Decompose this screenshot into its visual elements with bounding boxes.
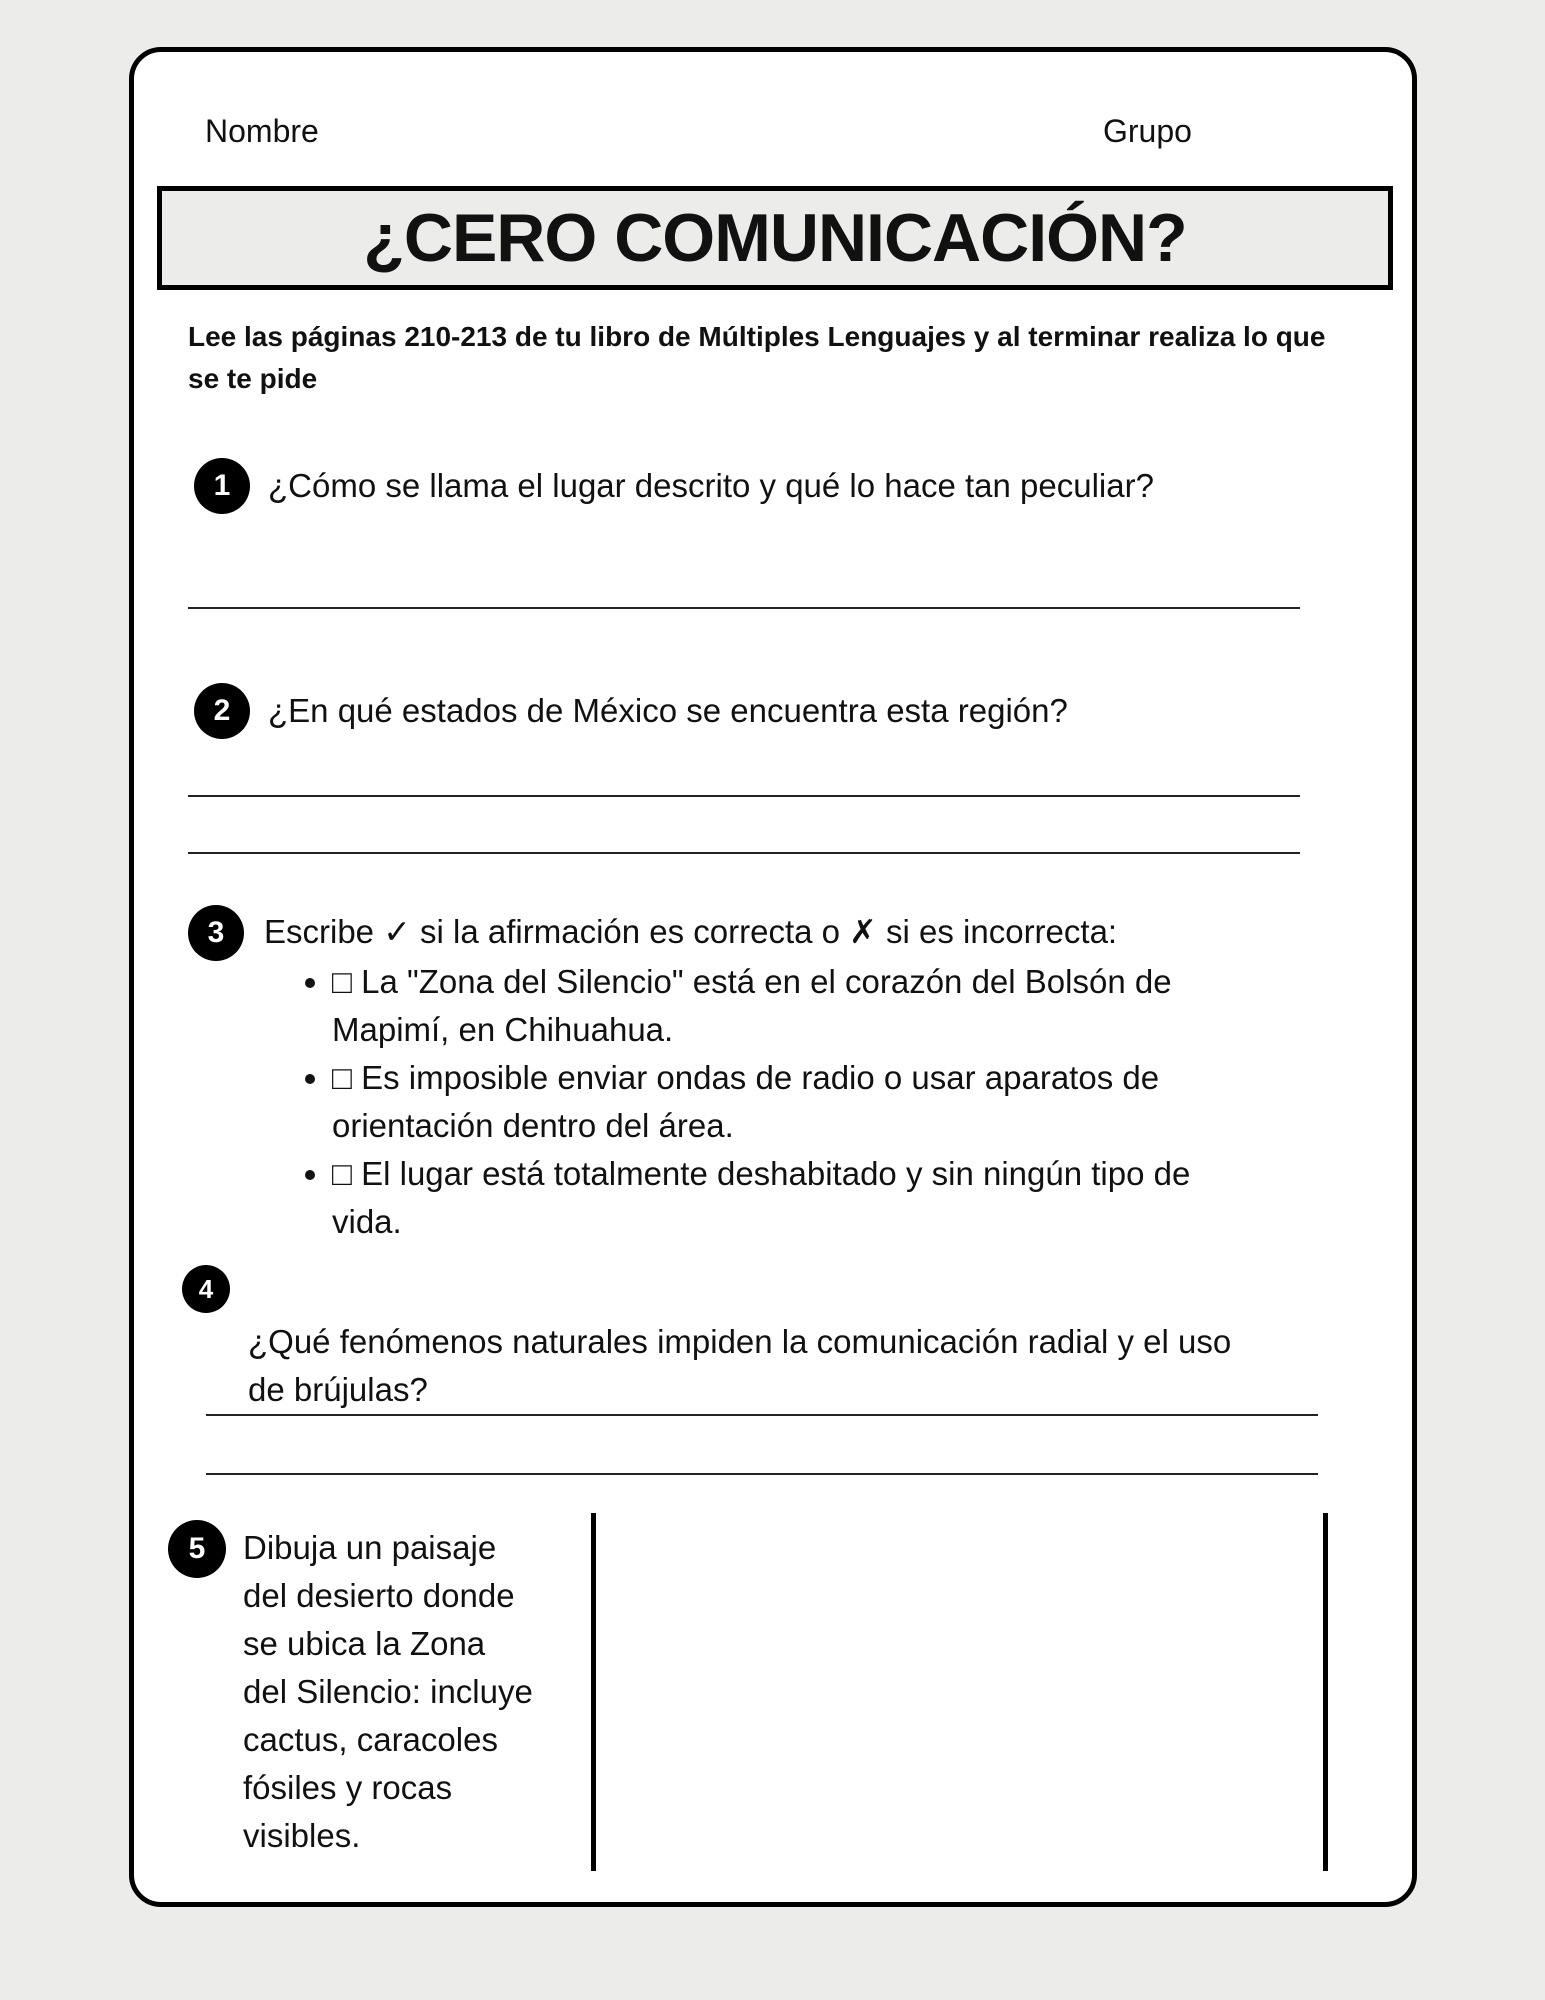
answer-line-4b[interactable] <box>206 1473 1318 1475</box>
statement-list <box>272 958 1232 1246</box>
question-1-text: ¿Cómo se llama el lugar descrito y qué lo hace tan peculiar? <box>268 467 1154 504</box>
question-3-text: Escribe ✓ si la afirmación es correcta o ✗ si es incorrecta: <box>264 913 1118 950</box>
question-1-number: 1 <box>194 458 250 514</box>
instruction-text: Lee las páginas 210-213 de tu libro de Múltiples Lenguajes y al terminar realiza lo que se te pide <box>188 321 1326 394</box>
answer-line-4a[interactable] <box>206 1414 1318 1416</box>
statement-2[interactable]: • □ Es imposible enviar ondas de radio o usar aparatos de orientación dentro del área. <box>332 1054 1232 1150</box>
drawing-area[interactable] <box>596 1513 1322 1871</box>
drawing-area-right-border <box>1323 1513 1328 1871</box>
question-5-number: 5 <box>168 1520 226 1578</box>
answer-line-1[interactable] <box>188 607 1300 609</box>
title-box <box>157 186 1393 290</box>
group-label: Grupo <box>1103 113 1192 149</box>
worksheet <box>129 47 1417 1907</box>
question-3-number: 3 <box>188 905 244 961</box>
statement-1[interactable]: • □ La "Zona del Silencio" está en el corazón del Bolsón de Mapimí, en Chihuahua. <box>332 958 1232 1054</box>
question-2-text: ¿En qué estados de México se encuentra esta región? <box>268 692 1068 729</box>
question-4-text: ¿Qué fenómenos naturales impiden la comunicación radial y el uso de brújulas? <box>248 1323 1232 1408</box>
answer-line-2b[interactable] <box>188 852 1300 854</box>
question-4-number: 4 <box>182 1265 230 1313</box>
answer-line-2a[interactable] <box>188 795 1300 797</box>
statement-3[interactable]: • □ El lugar está totalmente deshabitado y sin ningún tipo de vida. <box>332 1150 1232 1246</box>
question-2-number: 2 <box>194 683 250 739</box>
question-5-text: Dibuja un paisaje del desierto donde se ubica la Zona del Silencio: incluye cactus, caracoles fósiles y rocas visibles. <box>243 1529 533 1854</box>
name-label: Nombre <box>205 113 319 149</box>
page-title: ¿CERO COMUNICACIÓN? <box>363 200 1187 276</box>
